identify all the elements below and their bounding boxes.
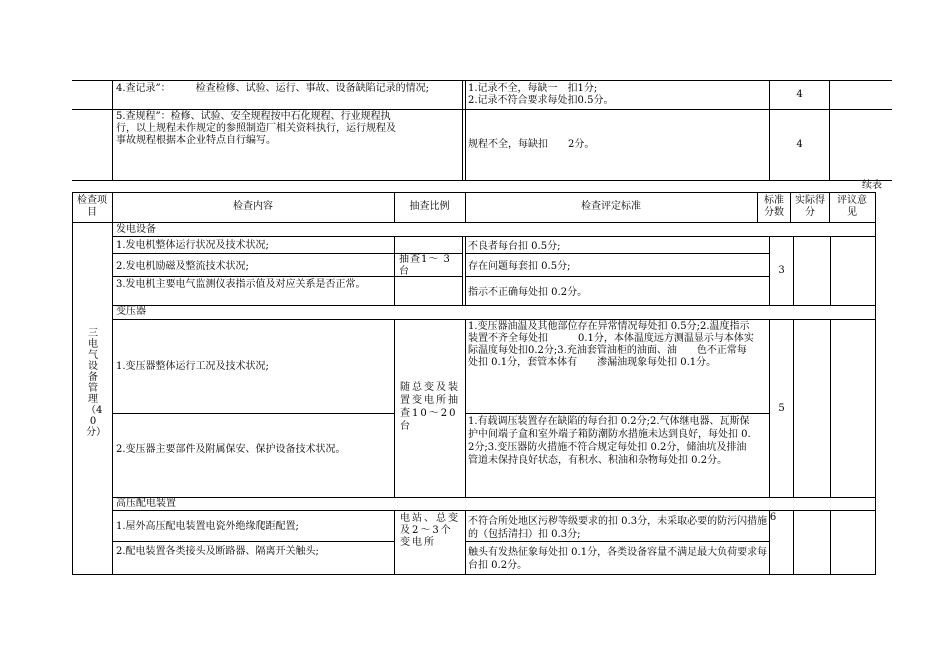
generator-row-2-criteria: 存在问题每套扣 0.5分; [468,261,571,272]
top-row-2-criteria-line-1: 规程不全，每缺扣 2分。 [468,139,595,150]
hv-row-2-content: 2.配电装置各类接头及断路器、隔离开关触头; [116,546,319,557]
group-title-transformer: 变压器 [116,306,146,317]
top-row-1-criteria-line-1: 1.记录不全，每缺一 扣1分; [468,83,598,94]
group-title-generator: 发电设备 [116,224,156,235]
transformer-row-1-content: 1.变压器整体运行工况及技术状况; [116,361,269,372]
transformer-row-2-criteria: 1.有载调压装置存在缺陷的每台扣 0.2分;2.气体继电器、瓦斯保护中间端子盒和室外端子箱防潮防水措施未达到良好，每处扣 0.2分;3.变压器防火措施不符合规定每处扣 0.2分，储油坑及排油管道未保持良好状态，有积水、积油和杂物每处扣 0.2分。 [468,416,751,466]
header-std-score: 标准分数 [764,195,784,218]
hv-row-2-criteria: 触头有发热征象每处扣 0.1分，各类设备容量不满足最大负荷要求每台扣 0.2分。 [468,547,768,571]
top-row-1-criteria-line-2: 2.记录不符合要求每处扣0.5分。 [468,95,614,106]
generator-ratio: 抽查1～ 3台 [399,254,451,277]
generator-row-3-content: 3.发电机主要电气监测仪表指示值及对应关系是否正常。 [116,279,366,290]
hv-row-1-content: 1.屋外高压配电装置电瓷外绝缘爬距配置; [116,521,299,532]
header-criteria: 检查评定标准 [581,201,641,212]
top-row-2-content: 5.查规程”：检修、试验、安全规程按中石化规程、行业规程执行，以上规程未作规定的参照制造厂相关资料执行，运行规程及事故规程根据本企业特点自行编写。 [116,111,396,146]
transformer-ratio: 随总变及装置变电所抽查10～20台 [400,382,460,432]
group-title-hv-switchgear: 高压配电装置 [116,498,176,509]
transformer-score: 5 [778,403,785,414]
transformer-row-1-criteria: 1.变压器油温及其他部位存在异常情况每处扣 0.5分;2.温度指示装置不齐全每处扣 0.1分，本体温度远方测温显示与本体实际温度每处扣0.2分;3.充油套管油柜的油面、油 色不正常每处扣 0.1分，套管本体有 渗漏油现象每处扣 0.1分。 [468,321,754,368]
header-actual-score: 实际得分 [795,195,825,218]
generator-row-2-content: 2.发电机励磁及整流技术状况; [116,261,249,272]
hv-row-1-criteria: 不符合所处地区污秽等级要求的扣 0.3分，未采取必要的防污闪措施的（包括清扫）扣 0.3分; [468,516,768,540]
header-comment: 评议意见 [837,195,867,218]
header-item: 检查项目 [77,195,107,218]
generator-row-3-criteria: 指示不正确每处扣 0.2分。 [468,287,588,298]
hv-ratio: 电站、总变及2～3个变电所 [400,513,460,548]
generator-row-1-content: 1.发电机整体运行状况及技术状况; [116,240,269,251]
top-row-2-score: 4 [796,139,803,150]
generator-score: 3 [778,265,785,276]
top-row-1-score: 4 [796,89,803,100]
hv-score: 6 [769,512,777,523]
transformer-row-2-content: 2.变压器主要部件及附属保安、保护设备技术状况。 [116,444,346,455]
header-content: 检查内容 [233,201,273,212]
section-label: 三电气设备管理（40分） [86,328,106,438]
continued-label: 续表 [862,180,882,191]
top-row-1-content: 4.查记录”： 检查检修、试验、运行、事故、设备缺陷记录的情况; [116,83,430,94]
header-ratio: 抽查比例 [409,201,450,212]
generator-row-1-criteria: 不良者每台扣 0.5分; [468,241,561,252]
